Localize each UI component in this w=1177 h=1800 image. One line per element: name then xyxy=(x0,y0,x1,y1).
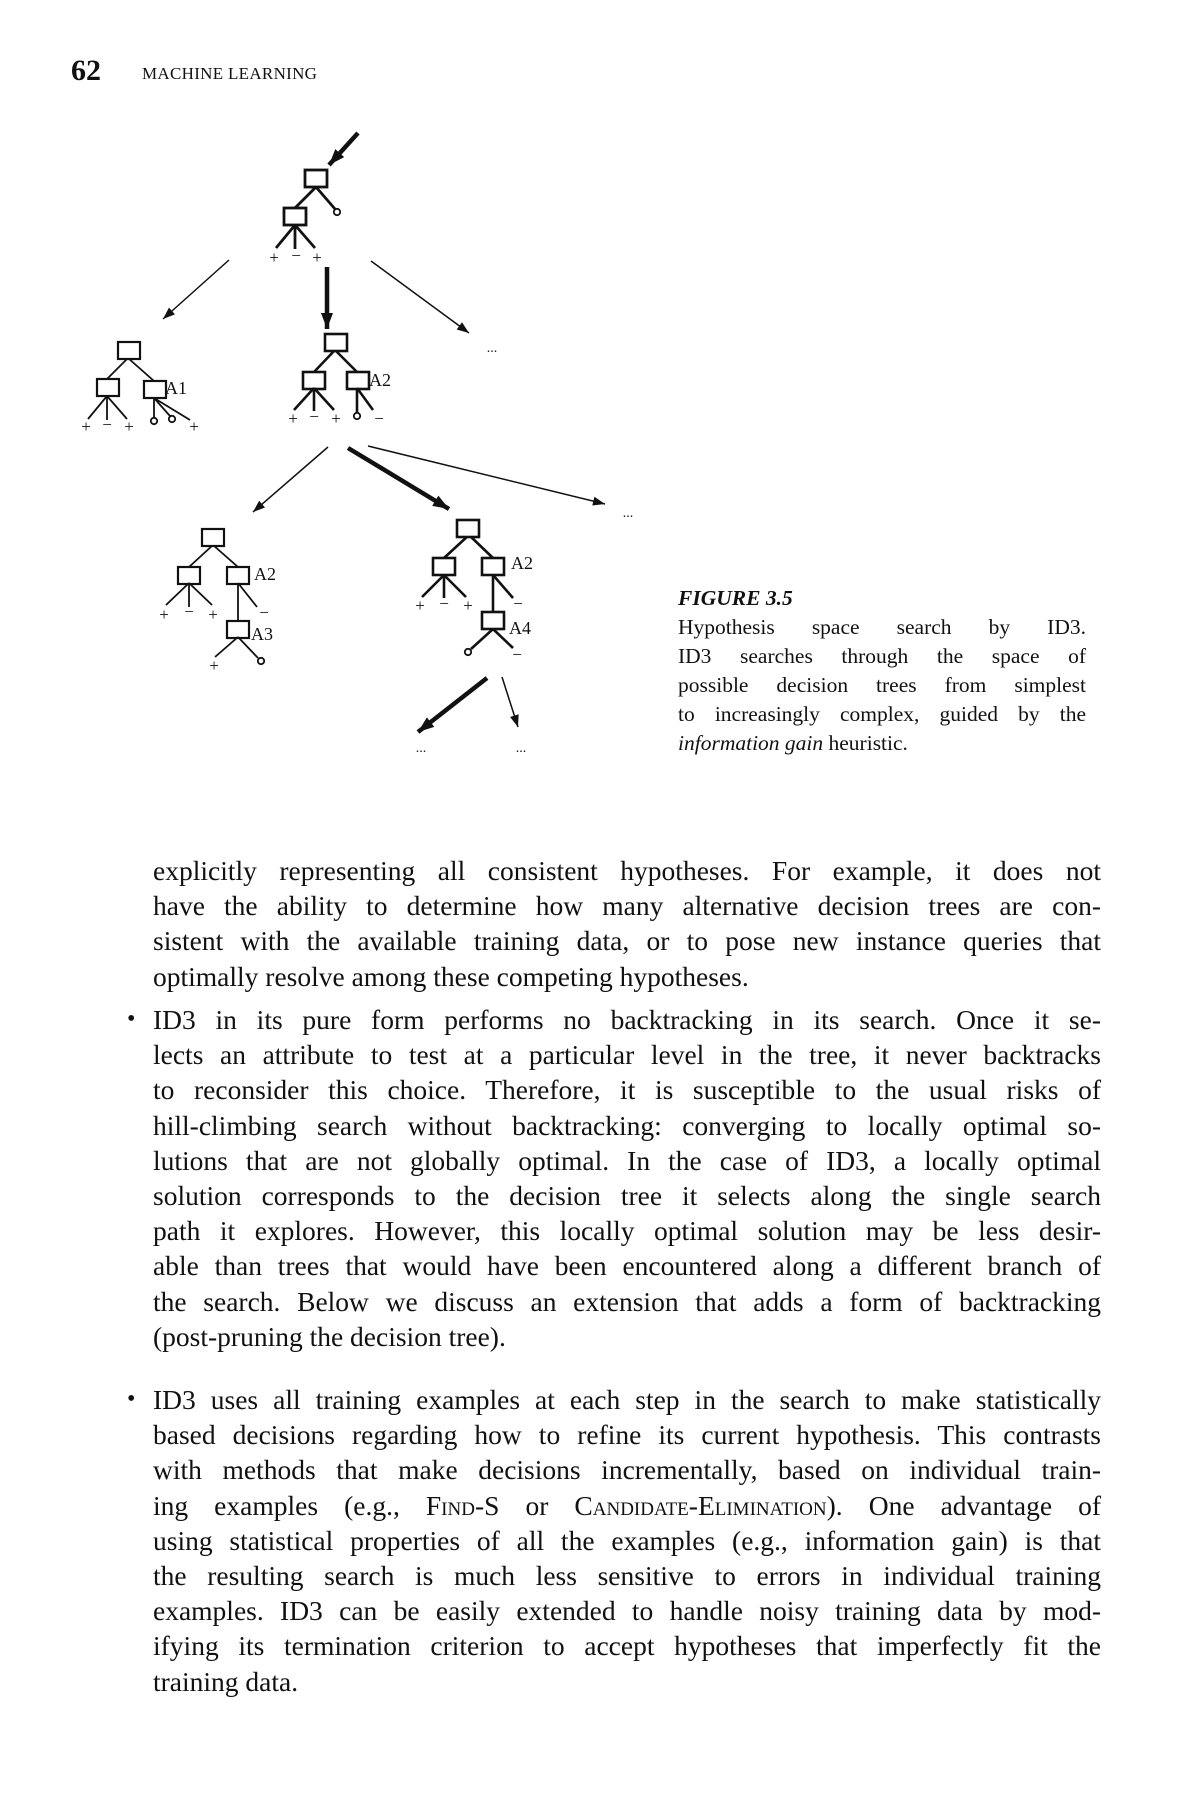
text-segment: possible decision trees from simplest xyxy=(678,673,1086,697)
tree-branch xyxy=(295,187,316,208)
tree-node-box xyxy=(284,208,306,225)
text-segment: training data. xyxy=(153,1665,299,1697)
text-line xyxy=(153,1319,1101,1354)
tree-node-box xyxy=(118,342,140,359)
text-segment: Hypothesis space search by ID3. xyxy=(678,615,1086,639)
text-segment: ing examples (e.g., xyxy=(153,1489,426,1521)
leaf-label: − xyxy=(309,407,319,426)
leaf-label: + xyxy=(312,248,322,267)
text-segment: path it explores. However, this locally optimal solution may be less desir- xyxy=(153,1215,1101,1247)
text-segment: ). One advantage of xyxy=(826,1489,1101,1521)
attribute-label: A4 xyxy=(509,618,531,638)
bullet-item-statistics xyxy=(127,1382,1101,1699)
leaf-label: + xyxy=(208,605,218,624)
text-line xyxy=(678,671,1086,700)
text-line xyxy=(153,1382,1101,1417)
attribute-label: A1 xyxy=(165,378,187,398)
text-line xyxy=(153,1108,1101,1143)
text-segment: using statistical properties of all the examples (e.g., information gain) is that xyxy=(153,1524,1101,1556)
running-title: MACHINE LEARNING xyxy=(142,64,318,83)
tree-branch xyxy=(189,545,213,567)
text-segment: the resulting search is much less sensitive to errors in individual training xyxy=(153,1560,1101,1592)
text-segment: (post-pruning the decision tree). xyxy=(153,1320,506,1352)
text-segment: based decisions regarding how to refine its current hypothesis. This contrasts xyxy=(153,1419,1101,1451)
tree-branch xyxy=(253,447,328,512)
leaf-label: − xyxy=(439,594,449,613)
text-line xyxy=(153,1213,1101,1248)
bullet-marker: • xyxy=(127,1006,136,1032)
page-number: 62 xyxy=(71,54,101,87)
ellipsis-more-trees: ... xyxy=(515,741,527,756)
leaf-circle-icon xyxy=(258,658,264,664)
text-segment: lects an attribute to test at a particular level in the tree, it never backtracks xyxy=(153,1039,1101,1071)
tree-branch xyxy=(215,637,238,657)
tree-branch xyxy=(107,358,128,379)
text-line xyxy=(153,1523,1101,1558)
tree-node-box xyxy=(303,372,325,389)
leaf-label: − xyxy=(102,415,112,434)
tree-branch xyxy=(471,629,493,649)
attribute-label: A3 xyxy=(251,624,273,644)
tree-branch xyxy=(371,261,469,333)
tree-branch xyxy=(493,575,513,598)
text-line xyxy=(153,1284,1101,1319)
ellipsis-more-trees: ... xyxy=(486,341,498,356)
text-line xyxy=(153,1002,1101,1037)
text-segment: sistent with the available training data, or to pose new instance queries that xyxy=(153,925,1101,957)
leaf-label: + xyxy=(124,417,134,436)
tree-branch xyxy=(348,448,449,509)
text-segment: information gain xyxy=(678,731,824,755)
leaf-circle-icon xyxy=(354,413,360,419)
text-line xyxy=(153,1143,1101,1178)
arrowhead-icon xyxy=(457,322,469,333)
figure-caption xyxy=(678,584,1086,758)
text-segment: ID3 in its pure form performs no backtracking in its search. Once it se- xyxy=(153,1004,1101,1035)
arrowhead-icon xyxy=(592,497,605,506)
tree-node-box xyxy=(457,520,479,537)
tree-node-box xyxy=(433,558,455,575)
attribute-label: A2 xyxy=(369,370,391,390)
text-line xyxy=(678,700,1086,729)
text-segment: to reconsider this choice. Therefore, it is susceptible to the usual risks of xyxy=(153,1074,1101,1106)
text-segment: lutions that are not globally optimal. In the case of ID3, a locally optimal xyxy=(153,1144,1101,1176)
leaf-label: − xyxy=(184,602,194,621)
tree-branch xyxy=(314,350,335,372)
text-line xyxy=(153,1558,1101,1593)
bullet-marker: • xyxy=(127,1386,136,1412)
text-line xyxy=(153,1488,1101,1523)
leaf-circle-icon xyxy=(334,209,340,215)
leaf-label: − xyxy=(513,594,523,613)
text-line xyxy=(153,1593,1101,1628)
text-segment: the search. Below we discuss an extension that adds a form of backtracking xyxy=(153,1285,1101,1317)
tree-node-box xyxy=(227,621,249,638)
tree-node-box xyxy=(227,567,249,584)
tree-branch xyxy=(368,446,605,504)
attribute-label: A2 xyxy=(254,564,276,584)
text-segment: with methods that make decisions incrementally, based on individual train- xyxy=(153,1454,1101,1486)
tree-node-box xyxy=(482,558,504,575)
tree-branch xyxy=(238,583,257,607)
leaf-label: + xyxy=(81,417,91,436)
algorithm-name: Candidate-Elimination xyxy=(574,1489,827,1521)
text-line xyxy=(678,729,1086,758)
text-segment: heuristic. xyxy=(823,731,908,755)
arrowhead-icon xyxy=(432,496,449,509)
text-line xyxy=(678,613,1086,642)
text-line xyxy=(153,1037,1101,1072)
tree-branch xyxy=(444,535,469,558)
text-segment: have the ability to determine how many alternative decision trees are con- xyxy=(153,890,1101,922)
arrowhead-icon xyxy=(321,313,333,329)
tree-branch xyxy=(276,225,295,248)
text-line xyxy=(153,1072,1101,1107)
leaf-label: + xyxy=(331,409,341,428)
text-line xyxy=(153,888,1101,923)
figure-label: FIGURE 3.5 xyxy=(678,586,793,610)
tree-node-box xyxy=(178,567,200,584)
text-line xyxy=(153,1178,1101,1213)
ellipsis-more-trees: ... xyxy=(415,741,427,756)
tree-node-box xyxy=(482,612,504,629)
leaf-label: + xyxy=(189,417,199,436)
text-line xyxy=(153,1628,1101,1663)
ellipsis-more-trees: ... xyxy=(622,506,634,521)
leaf-label: + xyxy=(209,656,219,675)
tree-branch xyxy=(213,545,238,567)
tree-branch xyxy=(357,388,373,410)
text-line xyxy=(153,923,1101,958)
leaf-label: − xyxy=(512,645,522,664)
leaf-label: + xyxy=(288,409,298,428)
tree-branch xyxy=(469,535,493,558)
text-line xyxy=(678,642,1086,671)
text-segment: to increasingly complex, guided by the xyxy=(678,702,1086,726)
arrowhead-icon xyxy=(510,714,519,727)
tree-node-box xyxy=(347,372,369,389)
leaf-label: + xyxy=(269,248,279,267)
text-segment: solution corresponds to the decision tree it selects along the single search xyxy=(153,1180,1101,1212)
tree-node-box xyxy=(305,170,327,187)
leaf-label: + xyxy=(415,596,425,615)
attribute-label: A2 xyxy=(511,553,533,573)
text-segment: ID3 uses all training examples at each step in the search to make statistically xyxy=(153,1384,1101,1415)
text-segment: explicitly representing all consistent hypotheses. For example, it does not xyxy=(153,855,1101,886)
text-segment: examples. ID3 can be easily extended to handle noisy training data by mod- xyxy=(153,1595,1101,1627)
algorithm-name: Find-S xyxy=(425,1489,500,1521)
tree-branch xyxy=(163,260,229,319)
tree-branch xyxy=(295,225,315,248)
text-segment: ifying its termination criterion to accept hypotheses that imperfectly fit the xyxy=(153,1630,1101,1662)
text-segment: or xyxy=(499,1489,575,1521)
tree-branch xyxy=(335,350,357,372)
bullet-item-backtracking xyxy=(127,1002,1101,1354)
leaf-label: − xyxy=(259,603,269,622)
text-line xyxy=(153,1664,1101,1699)
text-line xyxy=(153,1452,1101,1487)
text-segment: hill-climbing search without backtracking: converging to locally optimal so- xyxy=(153,1109,1101,1141)
leaf-circle-icon xyxy=(169,416,175,422)
tree-branch xyxy=(128,358,154,381)
leaf-circle-icon xyxy=(465,649,471,655)
tree-branch xyxy=(316,187,335,209)
tree-node-box xyxy=(144,381,166,398)
text-line xyxy=(153,959,1101,994)
leaf-label: + xyxy=(159,605,169,624)
tree-node-box xyxy=(97,379,119,396)
tree-node-box xyxy=(325,334,347,351)
text-segment: optimally resolve among these competing hypotheses. xyxy=(153,960,749,992)
text-line xyxy=(153,1248,1101,1283)
leaf-label: − xyxy=(374,409,384,428)
text-line xyxy=(153,853,1101,888)
leaf-label: + xyxy=(463,596,473,615)
text-segment: ID3 searches through the space of xyxy=(678,644,1086,668)
text-line xyxy=(153,1417,1101,1452)
leaf-label: − xyxy=(291,246,301,265)
text-segment: able than trees that would have been encountered along a different branch of xyxy=(153,1250,1101,1282)
body-paragraph xyxy=(153,853,1101,994)
tree-node-box xyxy=(202,529,224,546)
leaf-circle-icon xyxy=(151,418,157,424)
